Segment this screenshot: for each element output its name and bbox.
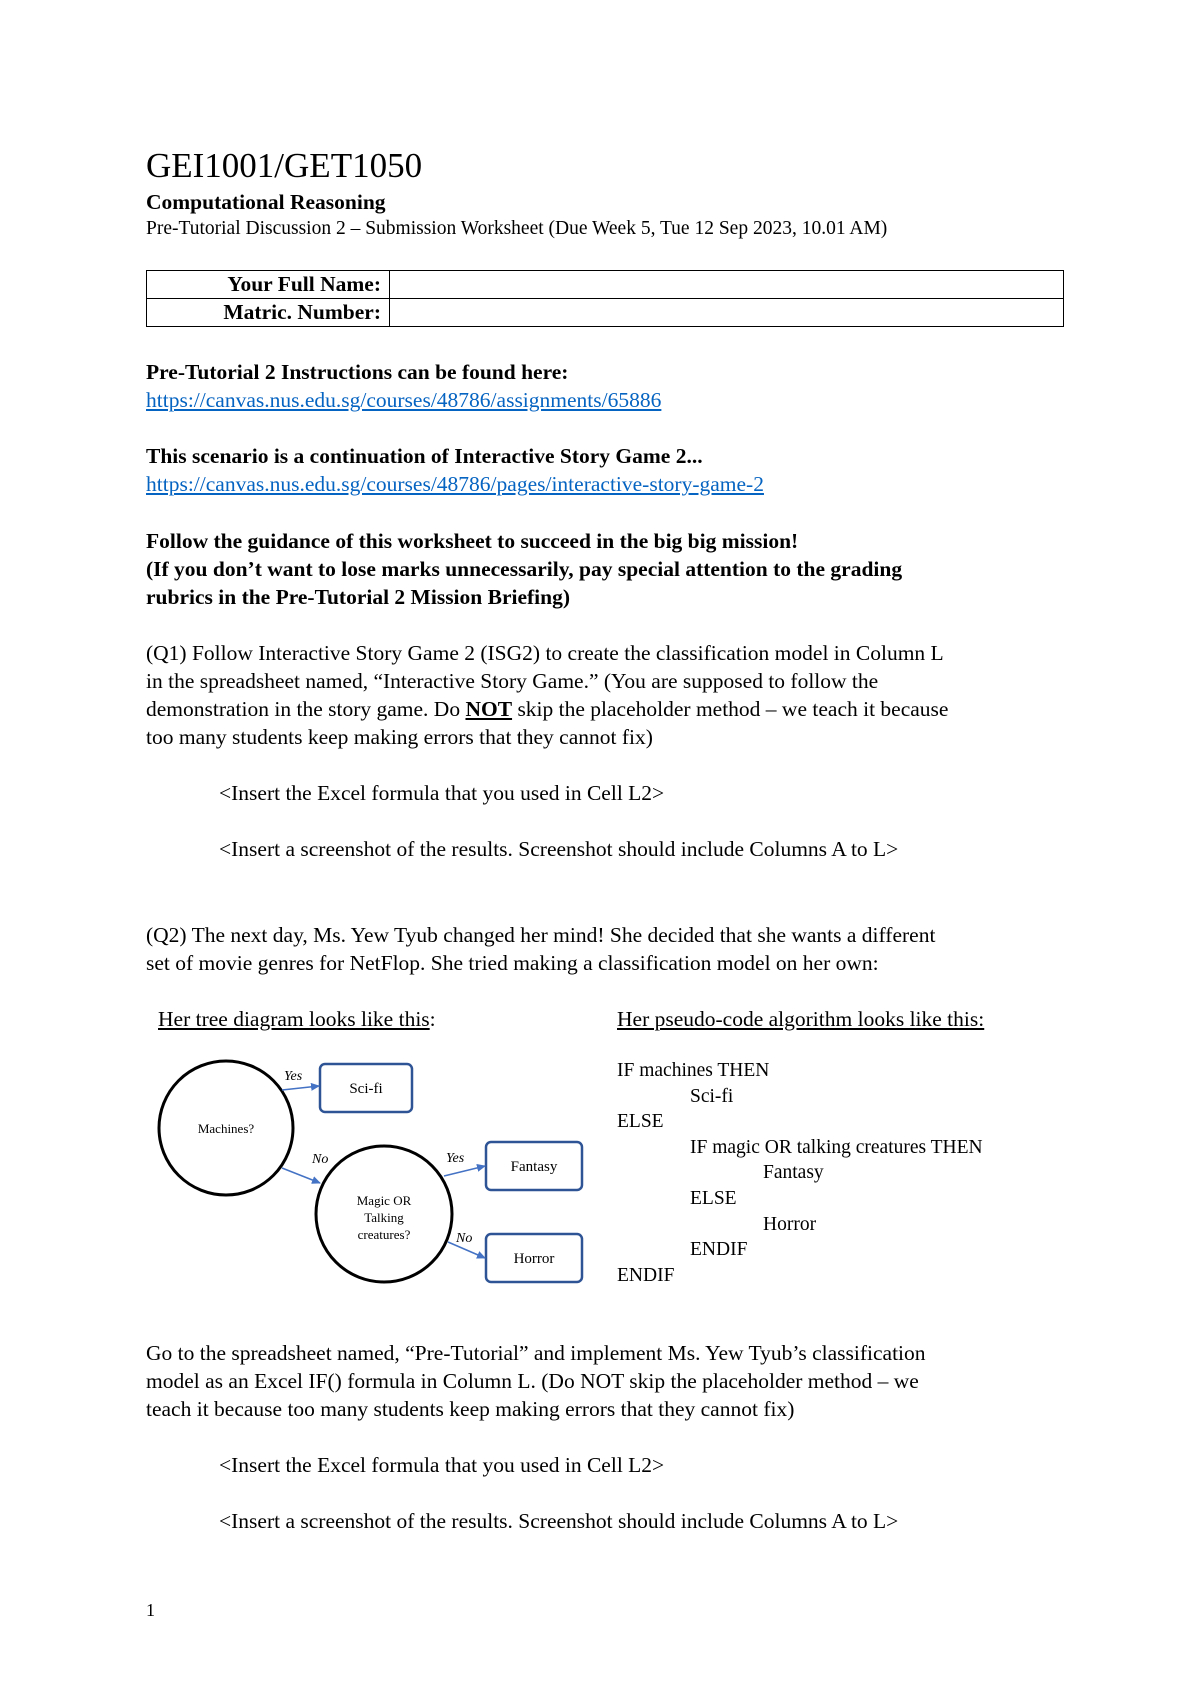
worksheet-subtitle: Pre-Tutorial Discussion 2 – Submission Worksheet (Due Week 5, Tue 12 Sep 2023, 10.01 AM) bbox=[146, 218, 888, 239]
q1-line-3-pre: demonstration in the story game. Do bbox=[146, 697, 466, 721]
root-node-label: Machines? bbox=[197, 1121, 255, 1136]
yes-arrow-2 bbox=[444, 1166, 485, 1176]
q2-insert-formula[interactable]: <Insert the Excel formula that you used in Cell L2> bbox=[219, 1453, 665, 1477]
pseudo-line: IF machines THEN bbox=[617, 1060, 770, 1081]
guidance-line-2: (If you don’t want to lose marks unnecessarily, pay special attention to the grading bbox=[146, 557, 903, 581]
instructions-link[interactable]: https://canvas.nus.edu.sg/courses/48786/assignments/65886 bbox=[146, 388, 662, 412]
pseudo-line: Fantasy bbox=[763, 1162, 824, 1184]
guidance-line-1: Follow the guidance of this worksheet to succeed in the big big mission! bbox=[146, 529, 799, 553]
no-label-1: No bbox=[312, 1152, 329, 1167]
table-row bbox=[147, 271, 1064, 299]
yes-label-1: Yes bbox=[284, 1069, 303, 1084]
student-id-table bbox=[146, 270, 1064, 327]
q1-line-4: too many students keep making errors that they cannot fix) bbox=[146, 725, 653, 749]
guidance-line-3: rubrics in the Pre-Tutorial 2 Mission Briefing) bbox=[146, 585, 571, 609]
magic-node-label-3: creatures? bbox=[357, 1227, 411, 1242]
q2-after-line-1: Go to the spreadsheet named, “Pre-Tutorial” and implement Ms. Yew Tyub’s classification bbox=[146, 1341, 926, 1365]
pseudo-line: ENDIF bbox=[690, 1239, 748, 1261]
no-label-2: No bbox=[456, 1231, 473, 1246]
tree-diagram-heading: Her tree diagram looks like this: bbox=[158, 1007, 436, 1031]
full-name-field[interactable] bbox=[390, 271, 1064, 299]
tree-diagram bbox=[150, 1050, 590, 1290]
pseudo-line: Horror bbox=[763, 1213, 817, 1235]
table-row bbox=[147, 299, 1064, 327]
full-name-label: Your Full Name: bbox=[147, 271, 390, 299]
q2-line-2: set of movie genres for NetFlop. She tried making a classification model on her own: bbox=[146, 951, 879, 975]
matric-number-field[interactable] bbox=[390, 299, 1064, 327]
q1-line-3-post: skip the placeholder method – we teach it because bbox=[512, 697, 949, 721]
q2-after-line-3: teach it because too many students keep making errors that they cannot fix) bbox=[146, 1397, 795, 1421]
leaf-horror-label: Horror bbox=[513, 1251, 555, 1267]
course-code-title: GEI1001/GET1050 bbox=[146, 146, 423, 185]
pseudo-line: ELSE bbox=[617, 1111, 664, 1133]
q1-line-3 bbox=[146, 695, 948, 723]
pseudo-line: IF magic OR talking creatures THEN bbox=[690, 1136, 983, 1158]
q1-line-2: in the spreadsheet named, “Interactive Story Game.” (You are supposed to follow the bbox=[146, 669, 879, 693]
page-number: 1 bbox=[146, 1600, 155, 1620]
q1-insert-screenshot[interactable]: <Insert a screenshot of the results. Screenshot should include Columns A to L> bbox=[219, 837, 899, 861]
leaf-scifi-label: Sci-fi bbox=[349, 1081, 383, 1097]
q1-line-1: (Q1) Follow Interactive Story Game 2 (ISG2) to create the classification model in Column L bbox=[146, 641, 944, 665]
leaf-fantasy-label: Fantasy bbox=[510, 1159, 558, 1175]
pseudo-line: ELSE bbox=[690, 1188, 737, 1209]
q1-insert-formula[interactable]: <Insert the Excel formula that you used in Cell L2> bbox=[219, 781, 665, 805]
yes-arrow-1 bbox=[282, 1086, 319, 1090]
matric-number-label: Matric. Number: bbox=[147, 299, 390, 327]
magic-node-label-1: Magic OR bbox=[356, 1193, 412, 1208]
pseudo-code-heading: Her pseudo-code algorithm looks like this: bbox=[617, 1007, 985, 1031]
scenario-link[interactable]: https://canvas.nus.edu.sg/courses/48786/pages/interactive-story-game-2 bbox=[146, 472, 764, 496]
yes-label-2: Yes bbox=[446, 1151, 465, 1166]
q1-not-emphasis: NOT bbox=[465, 697, 513, 721]
pseudo-line: ENDIF bbox=[617, 1264, 675, 1286]
no-arrow-1 bbox=[282, 1168, 320, 1183]
instructions-heading: Pre-Tutorial 2 Instructions can be found here: bbox=[146, 360, 569, 384]
course-name: Computational Reasoning bbox=[146, 190, 386, 214]
q2-line-1: (Q2) The next day, Ms. Yew Tyub changed her mind! She decided that she wants a different bbox=[146, 923, 936, 947]
q2-after-line-2: model as an Excel IF() formula in Column L. (Do NOT skip the placeholder method – we bbox=[146, 1369, 919, 1393]
q2-insert-screenshot[interactable]: <Insert a screenshot of the results. Screenshot should include Columns A to L> bbox=[219, 1509, 899, 1533]
pseudo-line: Sci-fi bbox=[690, 1085, 734, 1107]
magic-node-label-2: Talking bbox=[364, 1210, 404, 1225]
scenario-heading: This scenario is a continuation of Interactive Story Game 2... bbox=[146, 444, 703, 468]
